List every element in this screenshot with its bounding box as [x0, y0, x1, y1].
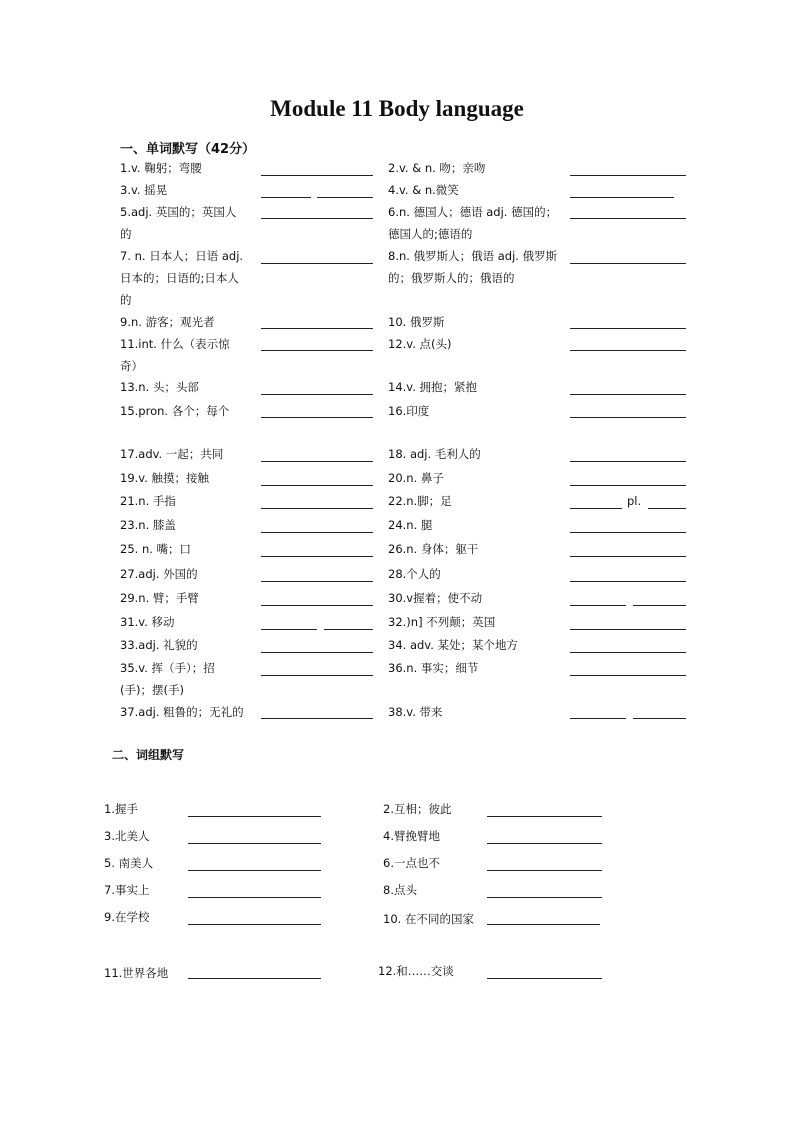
vocab-item: 6.n. 德国人；德语 adj. 德国的；德国人的;德语的 [388, 205, 558, 241]
answer-blank[interactable] [188, 816, 321, 817]
vocab-item: 30.v握着；使不动 [388, 591, 483, 605]
vocab-item: 7. n. 日本人；日语 adj. 日本的；日语的;日本人的 [120, 249, 244, 307]
answer-blank[interactable] [261, 263, 373, 264]
answer-blank[interactable] [570, 581, 686, 582]
answer-blank[interactable] [261, 605, 373, 606]
answer-blank[interactable] [570, 556, 686, 557]
answer-blank[interactable] [261, 629, 317, 630]
answer-blank[interactable] [570, 394, 686, 395]
answer-blank[interactable] [633, 718, 686, 719]
phrase-item: 7.事实上 [104, 883, 150, 897]
answer-blank[interactable] [261, 675, 373, 676]
answer-blank[interactable] [261, 328, 373, 329]
phrase-item: 6.一点也不 [383, 856, 440, 870]
answer-blank[interactable] [261, 394, 373, 395]
answer-blank[interactable] [188, 897, 321, 898]
vocab-item: 17.adv. 一起；共同 [120, 447, 224, 461]
answer-blank[interactable] [261, 581, 373, 582]
vocab-item: 20.n. 鼻子 [388, 471, 444, 485]
answer-blank[interactable] [570, 675, 686, 676]
answer-blank[interactable] [570, 175, 686, 176]
vocab-item: 12.v. 点(头) [388, 337, 452, 351]
vocab-item: 11.int. 什么（表示惊奇） [120, 337, 230, 373]
vocab-item: 10. 俄罗斯 [388, 315, 445, 329]
answer-blank[interactable] [261, 175, 373, 176]
answer-blank[interactable] [261, 461, 373, 462]
answer-blank[interactable] [570, 605, 626, 606]
vocab-item: 37.adj. 粗鲁的；无礼的 [120, 705, 244, 719]
answer-blank[interactable] [487, 816, 602, 817]
vocab-item: 29.n. 臂；手臂 [120, 591, 199, 605]
answer-blank[interactable] [570, 263, 686, 264]
answer-blank[interactable] [633, 605, 686, 606]
answer-blank[interactable] [570, 532, 686, 533]
answer-blank[interactable] [487, 924, 600, 925]
vocab-item: 38.v. 带来 [388, 705, 443, 719]
answer-blank[interactable] [261, 350, 373, 351]
answer-blank[interactable] [570, 417, 686, 418]
vocab-item: 32.)n] 不列颠；英国 [388, 615, 496, 629]
vocab-item: 15.pron. 各个；每个 [120, 404, 230, 418]
vocab-item: 9.n. 游客；观光者 [120, 315, 215, 329]
vocab-item: 33.adj. 礼貌的 [120, 638, 198, 652]
answer-blank[interactable] [188, 843, 321, 844]
plural-marker: pl. [627, 494, 642, 508]
answer-blank[interactable] [570, 508, 622, 509]
vocab-item: 2.v. & n. 吻；亲吻 [388, 161, 486, 175]
phrase-item: 2.互相；彼此 [383, 802, 452, 816]
answer-blank[interactable] [261, 532, 373, 533]
plural-answer-blank[interactable] [648, 508, 686, 509]
answer-blank[interactable] [570, 485, 686, 486]
answer-blank[interactable] [570, 328, 686, 329]
answer-blank[interactable] [261, 417, 373, 418]
vocab-item: 4.v. & n.微笑 [388, 183, 459, 197]
page-title: Module 11 Body language [270, 96, 524, 121]
answer-blank[interactable] [487, 870, 602, 871]
answer-blank[interactable] [570, 350, 686, 351]
phrase-item: 4.臂挽臂地 [383, 829, 440, 843]
section1-heading: 一、单词默写（42分） [120, 142, 256, 157]
answer-blank[interactable] [570, 461, 686, 462]
vocab-item: 1.v. 鞠躬；弯腰 [120, 161, 202, 175]
answer-blank[interactable] [487, 978, 602, 979]
vocab-item: 24.n. 腿 [388, 518, 433, 532]
answer-blank[interactable] [570, 629, 686, 630]
vocab-item: 26.n. 身体；躯干 [388, 542, 479, 556]
phrase-item: 9.在学校 [104, 910, 150, 924]
vocab-item: 36.n. 事实；细节 [388, 661, 479, 675]
answer-blank[interactable] [261, 508, 373, 509]
phrase-item: 1.握手 [104, 802, 138, 816]
answer-blank[interactable] [570, 197, 674, 198]
answer-blank[interactable] [261, 556, 373, 557]
vocab-item: 8.n. 俄罗斯人；俄语 adj. 俄罗斯的；俄罗斯人的；俄语的 [388, 249, 558, 285]
vocab-item: 16.印度 [388, 404, 430, 418]
phrase-item: 11.世界各地 [104, 966, 169, 980]
vocab-item: 3.v. 摇晃 [120, 183, 168, 197]
answer-blank[interactable] [188, 924, 321, 925]
vocab-item: 13.n. 头；头部 [120, 380, 199, 394]
vocab-item: 35.v. 挥（手）；招(手)；摆(手) [120, 661, 215, 697]
answer-blank[interactable] [487, 843, 602, 844]
vocab-item: 28.个人的 [388, 567, 441, 581]
answer-blank[interactable] [570, 652, 686, 653]
phrase-item: 10. 在不同的国家 [383, 912, 474, 926]
vocab-item: 27.adj. 外国的 [120, 567, 198, 581]
answer-blank[interactable] [324, 629, 373, 630]
answer-blank[interactable] [261, 652, 373, 653]
answer-blank[interactable] [261, 485, 373, 486]
phrase-item: 12.和……交谈 [378, 964, 454, 978]
answer-blank[interactable] [487, 897, 602, 898]
answer-blank[interactable] [570, 218, 686, 219]
section2-heading: 二、词组默写 [112, 748, 185, 762]
vocab-item: 31.v. 移动 [120, 615, 175, 629]
answer-blank[interactable] [261, 197, 311, 198]
vocab-item: 18. adj. 毛利人的 [388, 447, 481, 461]
vocab-item: 5.adj. 英国的；英国人的 [120, 205, 237, 241]
answer-blank[interactable] [261, 718, 373, 719]
vocab-item: 19.v. 触摸；接触 [120, 471, 210, 485]
answer-blank[interactable] [188, 978, 321, 979]
answer-blank[interactable] [261, 218, 373, 219]
vocab-item: 22.n.脚；足 [388, 494, 452, 508]
vocab-item: 23.n. 膝盖 [120, 518, 176, 532]
phrase-item: 8.点头 [383, 883, 417, 897]
vocab-item: 14.v. 拥抱；紧抱 [388, 380, 478, 394]
answer-blank[interactable] [317, 197, 373, 198]
phrase-item: 3.北美人 [104, 829, 150, 843]
answer-blank[interactable] [188, 870, 321, 871]
vocab-item: 34. adv. 某处；某个地方 [388, 638, 519, 652]
phrase-item: 5. 南美人 [104, 856, 154, 870]
vocab-item: 21.n. 手指 [120, 494, 176, 508]
answer-blank[interactable] [570, 718, 626, 719]
vocab-item: 25. n. 嘴；口 [120, 542, 192, 556]
